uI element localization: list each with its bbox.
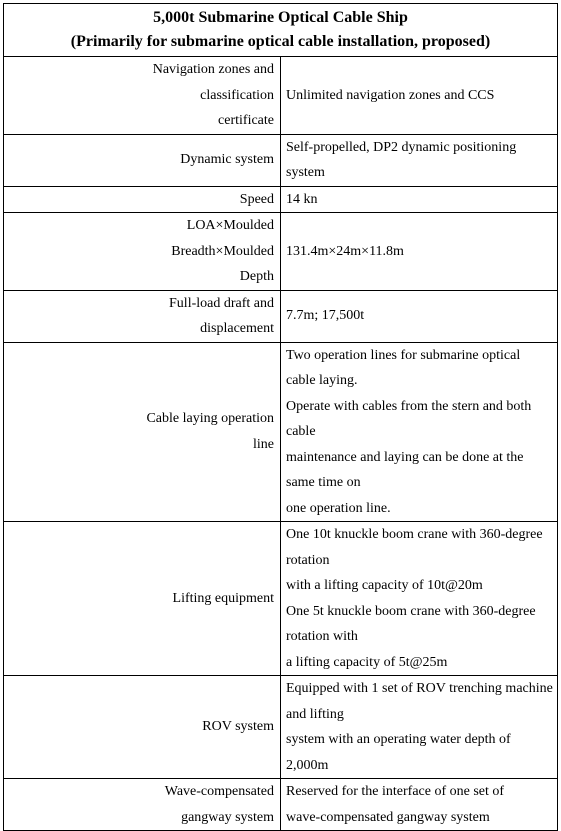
table-row xyxy=(4,134,558,186)
row-value xyxy=(281,290,558,342)
row-label-line: Cable laying operation xyxy=(146,411,274,427)
row-label-line: Dynamic system xyxy=(180,152,274,168)
table-row xyxy=(4,186,558,213)
row-value-line: system with an operating water depth of 2,000m xyxy=(286,732,511,773)
row-label-line: classification xyxy=(200,87,274,103)
row-value-line: a lifting capacity of 5t@25m xyxy=(286,654,448,670)
row-label xyxy=(4,290,281,342)
row-label xyxy=(4,522,281,676)
row-value-line: Self-propelled, DP2 dynamic positioning system xyxy=(286,139,517,180)
row-label-line: Wave-compensated xyxy=(164,784,274,799)
row-value-line: with a lifting capacity of 10t@20m xyxy=(286,578,483,593)
row-value-line: Reserved for the interface of one set of xyxy=(286,784,505,799)
row-label-line: Speed xyxy=(239,191,274,207)
row-value-line: Unlimited navigation zones and CCS xyxy=(286,87,495,103)
specification-table xyxy=(3,3,558,831)
row-label-line: ROV system xyxy=(202,719,274,735)
row-value-line: maintenance and laying can be done at the same time on xyxy=(286,449,524,490)
row-label-line: Lifting equipment xyxy=(172,590,274,606)
row-value xyxy=(281,779,558,831)
table-row xyxy=(4,213,558,291)
row-label xyxy=(4,57,281,135)
row-value-line: wave-compensated gangway system xyxy=(286,809,490,825)
row-value-line: 14 kn xyxy=(286,191,318,207)
row-value-line: Equipped with 1 set of ROV trenching machine and lifting xyxy=(286,681,553,722)
table-row xyxy=(4,779,558,831)
row-label xyxy=(4,134,281,186)
row-label xyxy=(4,779,281,831)
row-value-line: One 10t knuckle boom crane with 360-degree rotation xyxy=(286,527,543,568)
table-row xyxy=(4,57,558,135)
table-title xyxy=(4,4,558,57)
row-value-line: Two operation lines for submarine optical cable laying. xyxy=(286,347,521,388)
row-value xyxy=(281,57,558,135)
table-row xyxy=(4,676,558,779)
table-row xyxy=(4,522,558,676)
row-value xyxy=(281,134,558,186)
row-label-line: Breadth×Moulded xyxy=(171,243,274,259)
row-label-line: line xyxy=(253,436,274,452)
table-row xyxy=(4,290,558,342)
row-value xyxy=(281,522,558,676)
row-label-line: certificate xyxy=(218,113,274,128)
row-value-line: Operate with cables from the stern and both cable xyxy=(286,398,532,439)
row-value-line: 131.4m×24m×11.8m xyxy=(286,243,404,259)
table-row xyxy=(4,342,558,522)
row-label-line: Full-load draft and xyxy=(169,295,274,311)
row-label-line: displacement xyxy=(200,321,274,336)
row-label xyxy=(4,186,281,213)
row-label-line: Depth xyxy=(239,269,274,284)
row-value-line: one operation line. xyxy=(286,500,391,516)
title-row xyxy=(4,4,558,57)
row-value xyxy=(281,213,558,291)
table-body xyxy=(4,57,558,831)
title-line-1: 5,000t Submarine Optical Cable Ship xyxy=(153,9,408,26)
row-value xyxy=(281,676,558,779)
row-label xyxy=(4,342,281,522)
title-line-2: (Primarily for submarine optical cable installation, proposed) xyxy=(70,33,491,50)
row-label-line: gangway system xyxy=(181,809,274,825)
row-value-line: One 5t knuckle boom crane with 360-degree rotation with xyxy=(286,603,536,644)
row-label-line: Navigation zones and xyxy=(152,62,274,77)
row-label xyxy=(4,213,281,291)
row-label xyxy=(4,676,281,779)
row-label-line: LOA×Moulded xyxy=(186,218,274,233)
row-value xyxy=(281,186,558,213)
row-value-line: 7.7m; 17,500t xyxy=(286,308,365,324)
row-value xyxy=(281,342,558,522)
